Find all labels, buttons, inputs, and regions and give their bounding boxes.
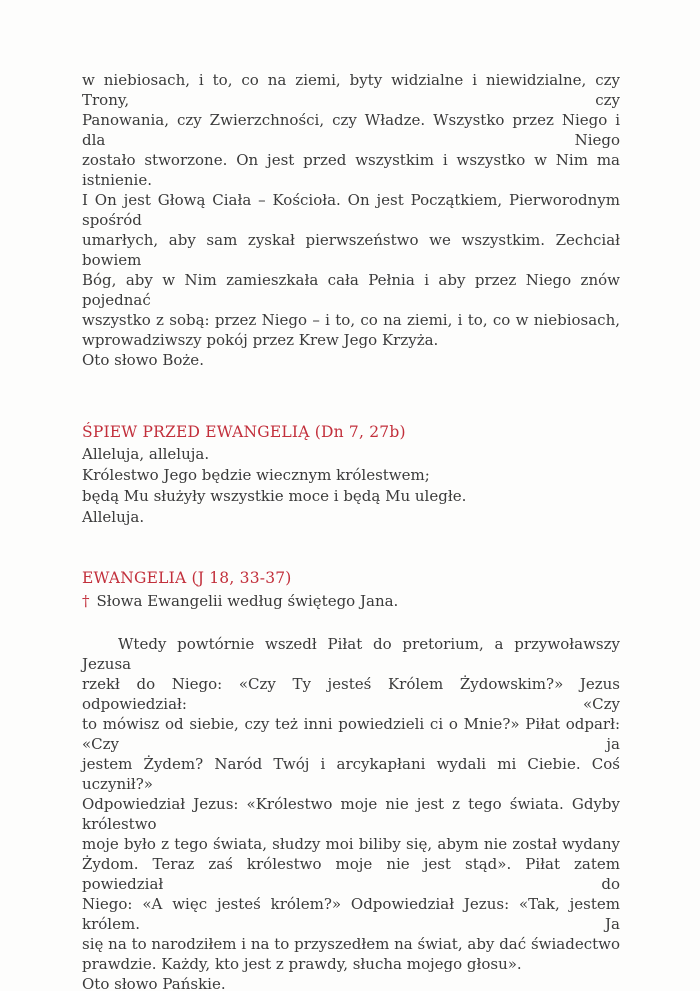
text-line: Alleluja. xyxy=(82,508,145,526)
text-line: Niego: «A więc jesteś królem?» Odpowiedział Jezus: «Tak, jestem królem. Ja xyxy=(82,895,620,933)
gospel-acclamation-section xyxy=(82,422,620,528)
text-line: prawdzie. Każdy, kto jest z prawdy, słucha mojego głosu». xyxy=(82,955,522,973)
text-line: Wtedy powtórnie wszedł Piłat do pretorium, a przywoławszy Jezusa xyxy=(82,635,620,673)
first-reading-closing: Oto słowo Boże. xyxy=(82,351,204,369)
cross-icon: † xyxy=(82,592,90,610)
text-line: wprowadziwszy pokój przez Krew Jego Krzyża. xyxy=(82,331,439,349)
text-line: rzekł do Niego: «Czy Ty jesteś Królem Żydowskim?» Jezus odpowiedział: «Czy xyxy=(82,675,620,713)
first-reading-paragraph xyxy=(82,70,620,350)
acclamation-verse xyxy=(82,444,620,528)
page-content xyxy=(82,70,620,991)
text-line: Bóg, aby w Nim zamieszkała cała Pełnia i aby przez Niego znów pojednać xyxy=(82,271,620,309)
text-line: Królestwo Jego będzie wiecznym królestwem; xyxy=(82,466,430,484)
text-line: się na to narodziłem i na to przyszedłem na świat, aby dać świadectwo xyxy=(82,935,620,953)
text-line: moje było z tego świata, słudzy moi biliby się, abym nie został wydany xyxy=(82,835,620,853)
text-line: Alleluja, alleluja. xyxy=(82,445,210,463)
gospel-heading: EWANGELIA (J 18, 33-37) xyxy=(82,569,292,587)
text-line: Odpowiedział Jezus: «Królestwo moje nie jest z tego świata. Gdyby królestwo xyxy=(82,795,620,833)
text-line: jestem Żydem? Naród Twój i arcykapłani wydali mi Ciebie. Coś uczynił?» xyxy=(82,755,620,793)
text-line: w niebiosach, i to, co na ziemi, byty widzialne i niewidzialne, czy Trony, czy xyxy=(82,71,620,109)
text-line: to mówisz od siebie, czy też inni powiedzieli ci o Mnie?» Piłat odparł: «Czy ja xyxy=(82,715,620,753)
text-line: będą Mu służyły wszystkie moce i będą Mu uległe. xyxy=(82,487,467,505)
text-line: wszystko z sobą: przez Niego – i to, co na ziemi, i to, co w niebiosach, xyxy=(82,311,620,329)
gospel-intro-text: Słowa Ewangelii według świętego Jana. xyxy=(96,592,399,610)
text-line: Żydom. Teraz zaś królestwo moje nie jest stąd». Piłat zatem powiedział do xyxy=(82,855,620,893)
text-line: umarłych, aby sam zyskał pierwszeństwo we wszystkim. Zechciał bowiem xyxy=(82,231,620,269)
first-reading-section xyxy=(82,70,620,370)
text-line: zostało stworzone. On jest przed wszystkim i wszystko w Nim ma istnienie. xyxy=(82,151,620,189)
gospel-intro xyxy=(82,591,620,611)
gospel-paragraph xyxy=(82,634,620,974)
gospel-closing: Oto słowo Pańskie. xyxy=(82,975,226,991)
text-line: I On jest Głową Ciała – Kościoła. On jest Początkiem, Pierworodnym spośród xyxy=(82,191,620,229)
gospel-section xyxy=(82,568,620,991)
text-line: Panowania, czy Zwierzchności, czy Władze. Wszystko przez Niego i dla Niego xyxy=(82,111,620,149)
acclamation-heading: ŚPIEW PRZED EWANGELIĄ (Dn 7, 27b) xyxy=(82,423,406,441)
